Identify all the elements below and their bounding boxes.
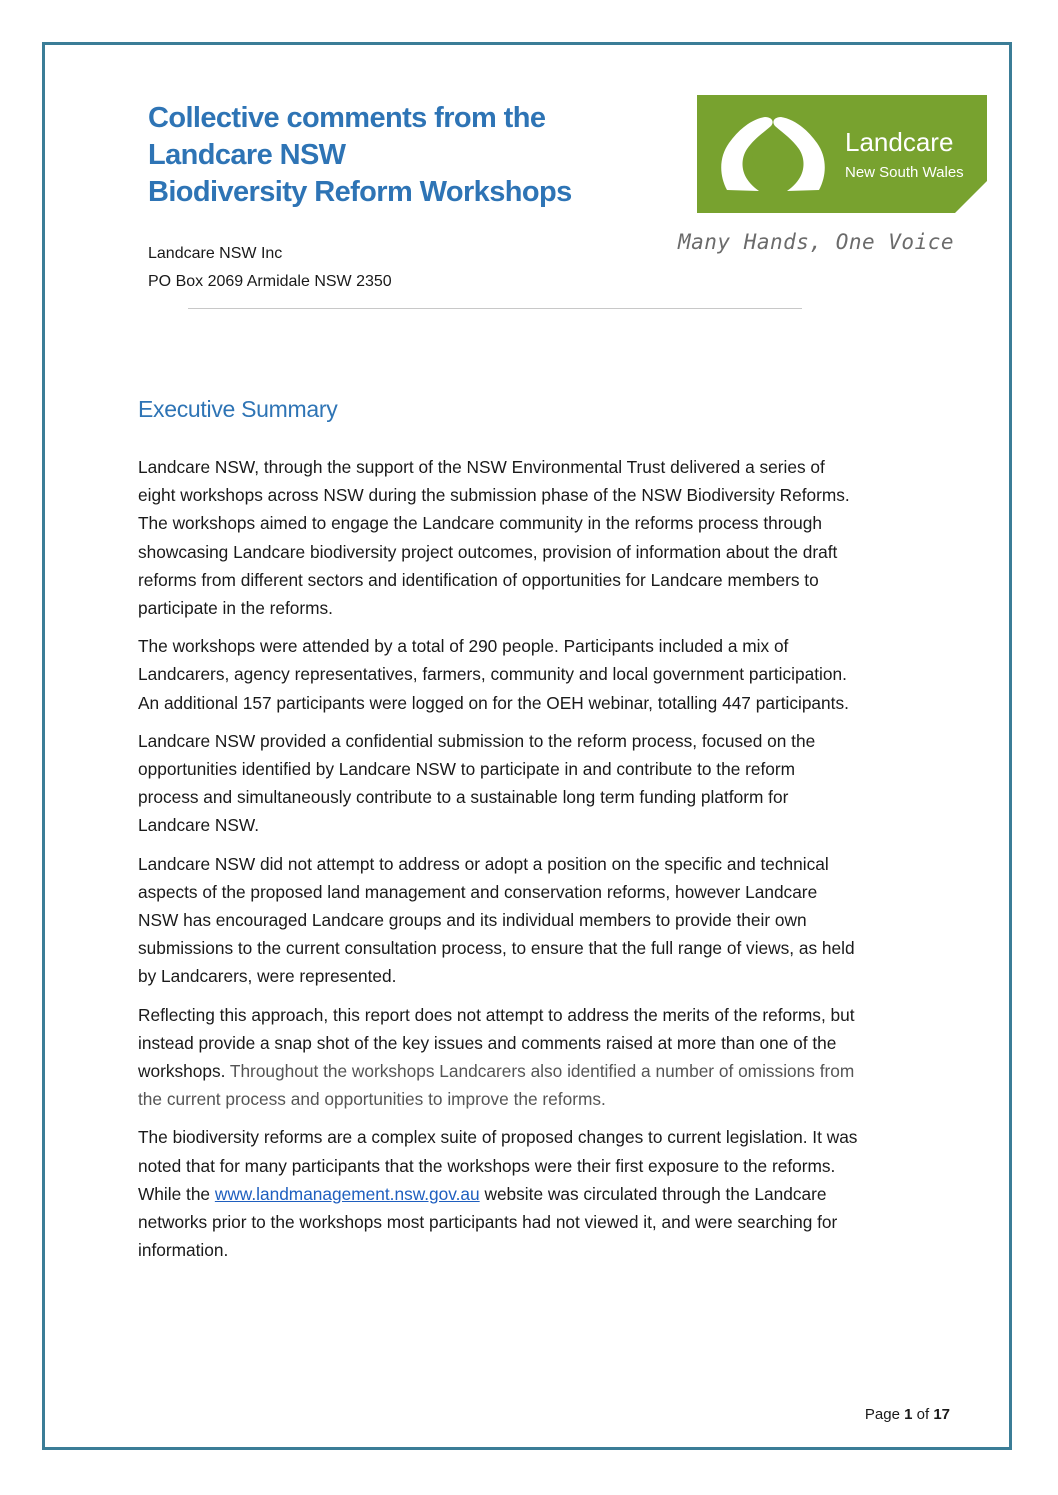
executive-summary-body [138, 453, 858, 1274]
section-heading-executive-summary: Executive Summary [138, 396, 338, 422]
title-line-3: Biodiversity Reform Workshops [148, 176, 572, 208]
page-number [865, 1406, 950, 1423]
sender-address [148, 240, 392, 296]
current-page: 1 [904, 1406, 913, 1423]
logo-region: New South Wales [845, 164, 964, 181]
paragraph-1: Landcare NSW, through the support of the NSW Environmental Trust delivered a series of eight workshops across NSW during the submission phase of the NSW Biodiversity Reforms. The workshops aimed to engage the Landcare community in the reforms process through showcasing Landcare biodiversity project outcomes, provision of information about the draft reforms from different sectors and identification of opportunities for Landcare members to participate in the reforms. [138, 457, 850, 619]
paragraph-4: Landcare NSW did not attempt to address or adopt a position on the specific and technical aspects of the proposed land management and conservation reforms, however Landcare NSW has encouraged Landcare groups and its individual members to provide their own submissions to the current consultation process, to ensure that the full range of views, as held by Landcarers, were represented. [138, 853, 855, 987]
landcare-logo [697, 95, 987, 213]
title-line-2: Landcare NSW [148, 139, 346, 171]
paragraph-5-main: Reflecting this approach, this report does not attempt to address the merits of the reforms, but instead provide a snap shot of the key issues and comments raised at more than one of the workshops. [138, 1004, 855, 1082]
paragraph-6-end: website was circulated through the Landcare networks prior to the workshops most participants had not viewed it, and were searching for information. [138, 1183, 838, 1261]
total-pages: 17 [933, 1406, 950, 1423]
landmanagement-link[interactable]: www.landmanagement.nsw.gov.au [214, 1183, 480, 1204]
paragraph-6 [138, 1123, 858, 1264]
paragraph-3: Landcare NSW provided a confidential submission to the reform process, focused on the opportunities identified by Landcare NSW to participate in and contribute to the reform process and simultaneously contribute to a sustainable long term funding platform for Landcare NSW. [138, 730, 816, 836]
document-title [148, 100, 572, 211]
title-line-1: Collective comments from the [148, 102, 546, 134]
po-box: PO Box 2069 Armidale NSW 2350 [148, 273, 392, 290]
paragraph-6-start: The biodiversity reforms are a complex suite of proposed changes to current legislation. It was noted that for many participants that the workshops were their first exposure to the reforms. While the [138, 1127, 858, 1204]
paragraph-5-continuation: Throughout the workshops Landcarers also identified a number of omissions from the current process and opportunities to improve the reforms. [138, 1061, 855, 1110]
paragraph-5 [138, 1001, 858, 1114]
paragraph-2: The workshops were attended by a total of 290 people. Participants included a mix of Landcarers, agency representatives, farmers, community and local government participation. An additional 157 participants were logged on for the OEH webinar, totalling 447 participants. [138, 636, 849, 713]
org-name: Landcare NSW Inc [148, 245, 283, 262]
header-divider [188, 308, 802, 309]
tagline: Many Hands, One Voice [678, 230, 955, 254]
page-word: Page [864, 1406, 905, 1423]
of-word: of [912, 1406, 934, 1423]
logo-brand: Landcare [845, 127, 954, 157]
